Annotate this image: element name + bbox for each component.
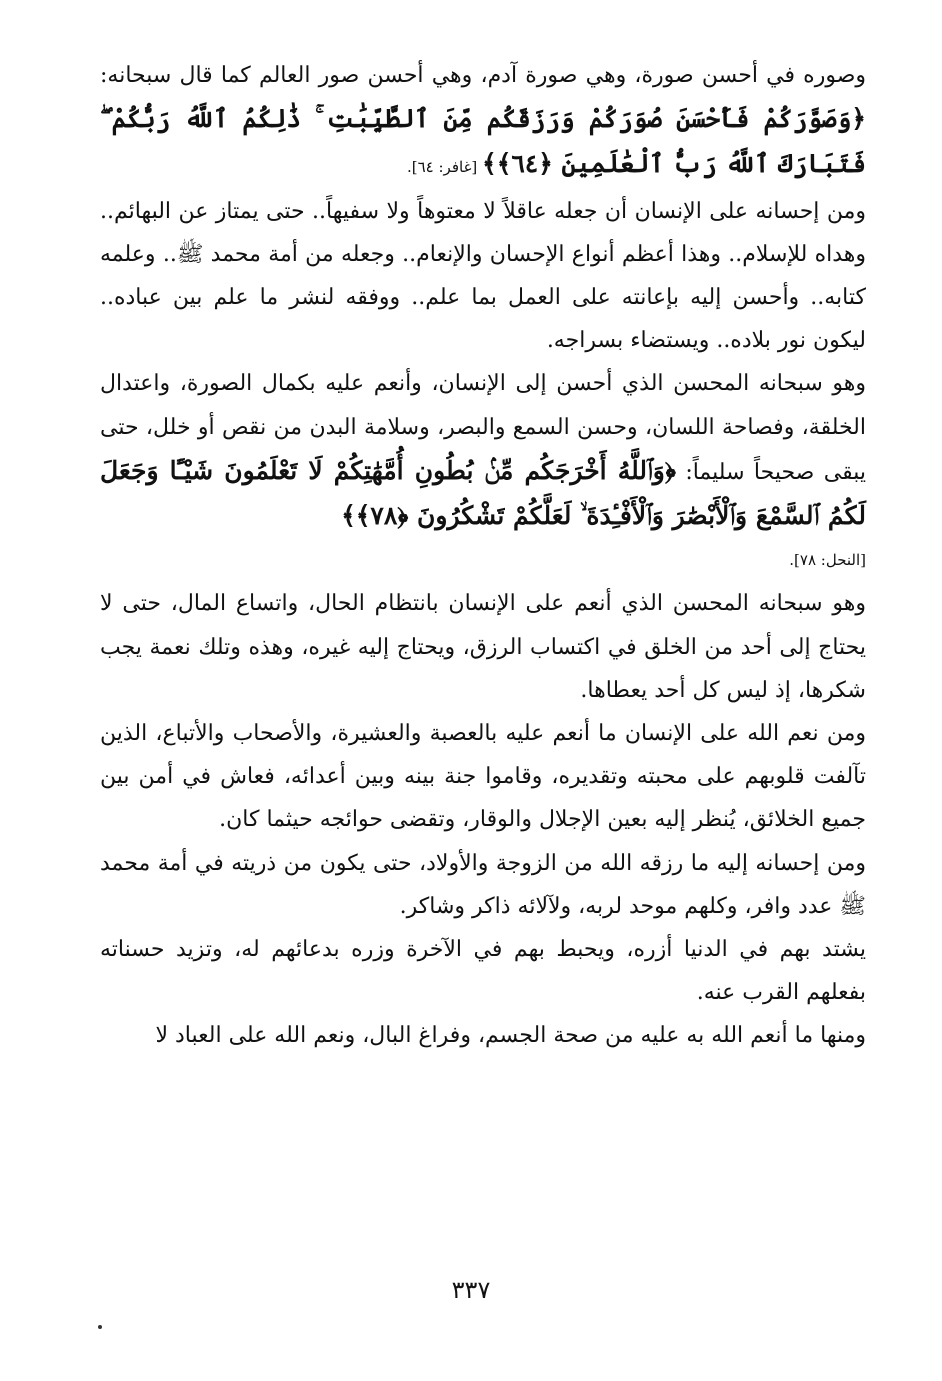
verse-reference-ghafir: [غافر: ٦٤]. bbox=[406, 158, 483, 177]
paragraph-7: يشتد بهم في الدنيا أزره، ويحبط بهم في الآخرة وزره بدعائهم له، وتزيد حسناته بفعلهم القرب عنه. bbox=[100, 937, 866, 1006]
paragraph-1 bbox=[100, 54, 866, 190]
paragraph-1-text: وصوره في أحسن صورة، وهي صورة آدم، وهي أحسن صور العالم كما قال سبحانه: bbox=[100, 63, 866, 88]
paragraph-2: ومن إحسانه على الإنسان أن جعله عاقلاً لا معتوهاً ولا سفيهاً.. حتى يمتاز عن البهائم.. وهداه للإسلام.. وهذا أعظم أنواع الإحسان والإنعام.. وجعله من أمة محمد ﷺ.. وعلمه كتابه.. وأحسن إليه بإعانته على العمل بما علم.. ووفقه لنشر ما علم بين عباده.. ليكون نور بلاده.. ويستضاء بسراجه. bbox=[100, 198, 866, 354]
page-body bbox=[100, 54, 866, 1058]
paragraph-4: وهو سبحانه المحسن الذي أنعم على الإنسان بانتظام الحال، واتساع المال، حتى لا يحتاج إلى أحد من الخلق في اكتساب الرزق، ويحتاج إليه غيره، وهذه وتلك نعمة يجب شكرها، إذ ليس كل أحد يعطاها. bbox=[100, 591, 866, 703]
verse-reference-nahl: [النحل: ٧٨]. bbox=[789, 551, 866, 570]
page-number: ٣٣٧ bbox=[451, 1276, 491, 1304]
scan-speck bbox=[98, 1325, 102, 1329]
paragraph-3 bbox=[100, 362, 866, 539]
paragraph-6: ومن إحسانه إليه ما رزقه الله من الزوجة والأولاد، حتى يكون من ذريته في أمة محمد ﷺ عدد وافر، وكلهم موحد لربه، ولآلائه ذاكر وشاكر. bbox=[100, 850, 866, 919]
paragraph-5: ومن نعم الله على الإنسان ما أنعم عليه بالعصبة والعشيرة، والأصحاب والأتباع، الذين تآلفت قلوبهم على محبته وتقديره، وقاموا جنة بينه وبين أعدائه، فعاش في أمن بين جميع الخلائق، يُنظر إليه بعين الإجلال والوقار، وتقضى حوائجه حيثما كان. bbox=[100, 721, 866, 833]
paragraph-8: ومنها ما أنعم الله به عليه من صحة الجسم، وفراغ البال، ونعم الله على العباد لا bbox=[155, 1023, 866, 1049]
quran-verse-ghafir-64: ﴿وَصَوَّرَكُمْ فَأَحْسَنَ صُوَرَكُمْ وَرَزَقَكُم مِّنَ ٱلطَّيِّبَٰتِ ۚ ذَٰلِكُمُ ٱللَّهُ رَبُّكُمْ ۖ فَتَبَارَكَ ٱللَّهُ رَبُّ ٱلْعَٰلَمِينَ ﴿٦٤﴾﴾ bbox=[100, 104, 866, 179]
paragraph-3-text: وهو سبحانه المحسن الذي أحسن إلى الإنسان، وأنعم عليه بكمال الصورة، واعتدال الخلقة، وفصاحة اللسان، وحسن السمع والبصر، وسلامة البدن من نقص أو خلل، حتى يبقى صحيحاً سليماً: bbox=[100, 371, 866, 485]
quran-verse-nahl-78: ﴿وَٱللَّهُ أَخْرَجَكُم مِّنۢ بُطُونِ أُمَّهَٰتِكُمْ لَا تَعْلَمُونَ شَيْـًٔا وَجَعَلَ لَكُمُ ٱلسَّمْعَ وَٱلْأَبْصَٰرَ وَٱلْأَفْـِٔدَةَ ۙ لَعَلَّكُمْ تَشْكُرُونَ ﴿٧٨﴾﴾ bbox=[100, 455, 866, 531]
